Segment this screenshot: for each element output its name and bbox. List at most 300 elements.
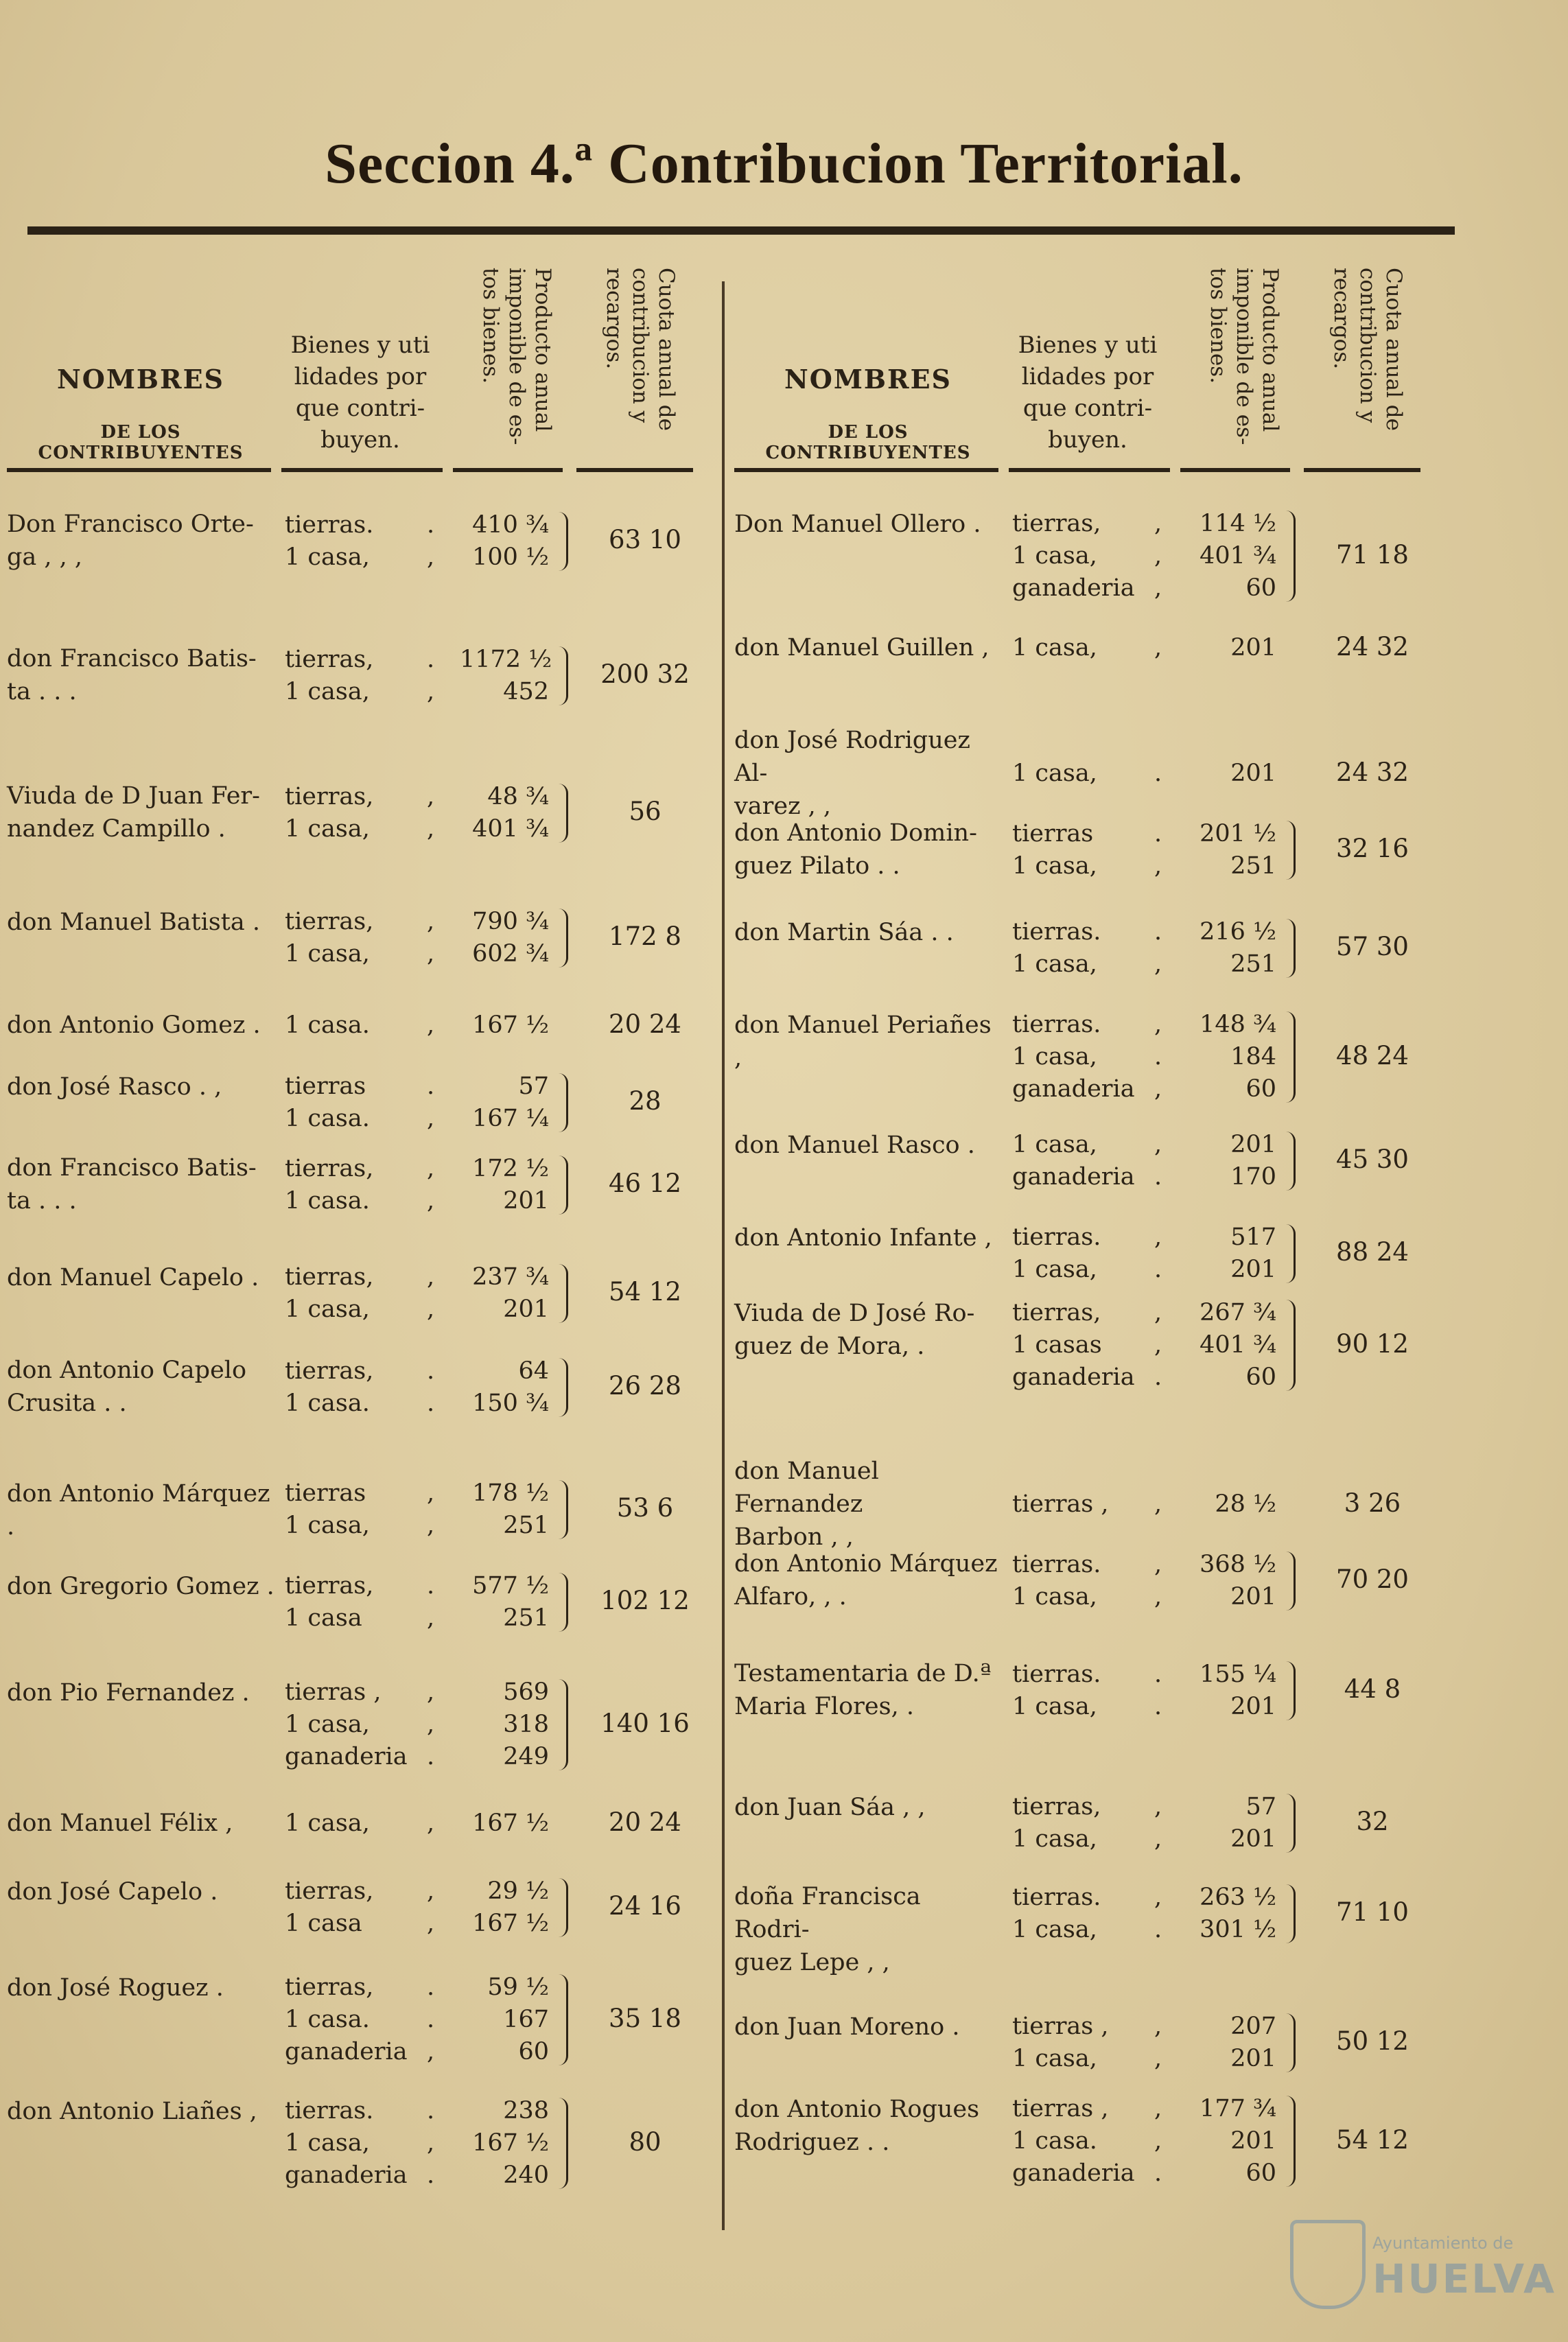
contributor-name: don José Roguez . <box>7 1974 224 2002</box>
property-item: 1 casa, <box>1012 2045 1097 2072</box>
separator-mark: , <box>1154 2095 1162 2122</box>
separator-mark: . <box>427 2097 435 2124</box>
product-values <box>1187 2093 1276 2190</box>
contributor-name: don Manuel Rasco . <box>734 1132 975 1159</box>
separator-mark: , <box>427 1512 435 1539</box>
product-values <box>460 1875 549 1940</box>
separator-mark: , <box>1154 634 1162 661</box>
header-rule <box>1304 468 1420 472</box>
grouping-brace <box>552 646 568 705</box>
producto-header: Producto anual imponible de es- tos bienes. <box>478 268 555 445</box>
product-values <box>460 1153 549 1217</box>
property-item: ganaderia <box>1012 1163 1135 1191</box>
separator-mark: . <box>427 1743 435 1770</box>
property-list <box>285 1153 443 1217</box>
separator-mark: . <box>427 1572 435 1600</box>
contributor-name: don Antonio Infante , <box>734 1224 992 1252</box>
product-value: 238 <box>503 2097 549 2124</box>
separator-mark: . <box>427 2006 435 2033</box>
property-item: tierras. <box>1012 1884 1101 1911</box>
contributor-name: don José Capelo . <box>7 1878 218 1906</box>
separator-list <box>1154 1882 1175 1946</box>
grouping-brace <box>1280 1224 1296 1283</box>
contributor-name: don Juan Sáa , , <box>734 1794 926 1821</box>
product-values <box>1187 818 1276 882</box>
property-item: tierras, <box>285 783 374 810</box>
product-value: 155 ¼ <box>1200 1661 1276 1688</box>
separator-list <box>427 1355 447 1420</box>
separator-list <box>1154 2093 1175 2190</box>
grouping-brace <box>552 1679 568 1770</box>
separator-mark: , <box>427 1105 435 1132</box>
product-values <box>460 1676 549 1773</box>
contributor-name: don Antonio Capelo Crusita . . <box>7 1357 247 1417</box>
product-value: 28 ½ <box>1215 1490 1276 1518</box>
property-item: 1 casa, <box>285 1296 370 1323</box>
product-values <box>460 1971 549 2068</box>
entry-row <box>7 1971 721 2095</box>
right-column <box>734 247 1448 2237</box>
bienes-header: Bienes y uti lidades por que contri- buyen. <box>290 331 430 454</box>
product-value: 60 <box>1245 1075 1276 1103</box>
contributor-name: don Antonio Márquez Alfaro, , . <box>734 1550 998 1611</box>
product-value: 207 <box>1230 2013 1276 2040</box>
property-item: 1 casa. <box>285 1187 370 1215</box>
product-value: 410 ¾ <box>472 511 549 539</box>
product-values <box>460 781 549 845</box>
product-value: 57 <box>518 1073 549 1100</box>
entry-row <box>7 780 721 906</box>
entry-row <box>734 1455 1448 1551</box>
contributor-name: Testamentaria de D.ª Maria Flores, . <box>734 1660 992 1720</box>
product-value: 201 <box>503 1187 549 1215</box>
property-list <box>285 1676 443 1773</box>
product-value: 201 <box>1230 760 1276 787</box>
property-list <box>285 644 443 708</box>
contributor-name: Viuda de D José Ro- guez de Mora, . <box>734 1300 975 1360</box>
property-list <box>1012 1549 1170 1613</box>
separator-mark: , <box>427 1810 435 1837</box>
product-values <box>460 509 549 574</box>
property-item: 1 casa, <box>1012 760 1097 787</box>
property-item: tierras. <box>1012 1011 1101 1038</box>
entry-row <box>7 1151 721 1261</box>
separator-mark: . <box>1154 1661 1162 1688</box>
property-item: tierras, <box>285 646 374 673</box>
contributor-name: don José Rasco . , <box>7 1073 222 1101</box>
separator-mark: , <box>427 940 435 968</box>
header-rule <box>7 468 271 472</box>
product-value: 251 <box>503 1604 549 1632</box>
separator-mark: , <box>427 815 435 843</box>
product-value: 251 <box>1230 950 1276 978</box>
annual-quota: 54 12 <box>609 1277 681 1307</box>
left-header <box>7 247 721 480</box>
separator-list <box>427 1570 447 1635</box>
property-list <box>285 1477 443 1542</box>
product-values <box>1187 758 1276 790</box>
product-value: 301 ½ <box>1200 1916 1276 1943</box>
product-value: 201 <box>1230 2045 1276 2072</box>
property-item: tierras , <box>1012 2095 1109 2122</box>
header-rule <box>1180 468 1290 472</box>
separator-mark: , <box>1154 2013 1162 2040</box>
separator-mark: , <box>1154 1551 1162 1578</box>
property-item: tierras , <box>1012 1490 1109 1518</box>
product-value: 602 ¾ <box>472 940 549 968</box>
product-value: 517 <box>1230 1223 1276 1251</box>
grouping-brace <box>552 784 568 843</box>
names-header-sublabel: DE LOS CONTRIBUYENTES <box>765 422 971 463</box>
property-list <box>285 1570 443 1635</box>
annual-quota: 80 <box>629 2127 662 2157</box>
separator-mark: , <box>427 908 435 935</box>
property-item: tierras, <box>1012 1299 1101 1326</box>
separator-mark: , <box>427 1678 435 1706</box>
product-values <box>460 2095 549 2192</box>
property-item: ganaderia <box>1012 1075 1135 1103</box>
property-item: 1 casa, <box>1012 1693 1097 1720</box>
product-value: 577 ½ <box>472 1572 549 1600</box>
property-list <box>285 1355 443 1420</box>
property-item: tierras, <box>1012 510 1101 537</box>
grouping-brace <box>552 1573 568 1632</box>
product-values <box>460 1807 549 1840</box>
entry-row <box>734 1129 1448 1221</box>
watermark-line-1: Ayuntamiento de <box>1372 2234 1514 2253</box>
product-value: 401 ¾ <box>1200 542 1276 570</box>
property-list <box>1012 1129 1170 1193</box>
separator-mark: , <box>427 1011 435 1039</box>
product-value: 167 <box>503 2006 549 2033</box>
separator-list <box>427 781 447 845</box>
entry-row <box>734 724 1448 820</box>
separator-list <box>427 1807 447 1840</box>
grouping-brace <box>552 512 568 571</box>
annual-quota: 53 6 <box>616 1493 674 1523</box>
separator-mark: , <box>427 1296 435 1323</box>
separator-mark: , <box>1154 1299 1162 1326</box>
product-values <box>460 1261 549 1326</box>
separator-mark: . <box>427 2162 435 2189</box>
separator-mark: , <box>1154 950 1162 978</box>
entry-row <box>7 906 721 1009</box>
grouping-brace <box>552 1974 568 2065</box>
product-values <box>460 1070 549 1135</box>
separator-list <box>1154 1009 1175 1105</box>
entry-row <box>734 2011 1448 2093</box>
contributor-name: don José Rodriguez Al- varez , , <box>734 727 970 820</box>
annual-quota: 102 12 <box>600 1586 690 1615</box>
contributor-name: don Manuel Guillen , <box>734 634 990 661</box>
contributor-name: don Antonio Domin- guez Pilato . . <box>734 819 977 880</box>
separator-mark: , <box>1154 574 1162 602</box>
annual-quota: 44 8 <box>1344 1674 1401 1704</box>
cuota-header: Cuota anual de contribucion y recargos. <box>1329 268 1406 431</box>
annual-quota: 46 12 <box>609 1169 681 1198</box>
property-item: tierras, <box>1012 1793 1101 1820</box>
separator-list <box>1154 1297 1175 1394</box>
page-title: Seccion 4.ª Contribucion Territorial. <box>325 132 1243 196</box>
product-value: 1172 ½ <box>460 646 552 673</box>
separator-list <box>1154 1488 1175 1521</box>
product-value: 100 ½ <box>472 543 549 571</box>
separator-list <box>1154 1129 1175 1193</box>
names-header-sublabel: DE LOS CONTRIBUYENTES <box>38 422 244 463</box>
contributor-name: don Manuel Fernandez Barbon , , <box>734 1457 879 1551</box>
separator-mark: , <box>1154 1825 1162 1853</box>
product-value: 167 ½ <box>472 1810 549 1837</box>
separator-mark: , <box>427 1604 435 1632</box>
separator-mark: , <box>427 1910 435 1937</box>
product-value: 251 <box>503 1512 549 1539</box>
grouping-brace <box>1280 2096 1296 2187</box>
product-value: 240 <box>503 2162 549 2189</box>
grouping-brace <box>552 909 568 968</box>
property-list <box>1012 1221 1170 1286</box>
annual-quota: 24 16 <box>609 1891 681 1921</box>
names-header <box>7 364 274 463</box>
entry-row <box>7 508 721 642</box>
annual-quota: 71 18 <box>1336 539 1409 570</box>
annual-quota: 140 16 <box>600 1708 690 1738</box>
separator-list <box>1154 1221 1175 1286</box>
product-value: 318 <box>503 1711 549 1738</box>
property-item: tierras, <box>285 1263 374 1291</box>
entry-row <box>734 1009 1448 1129</box>
separator-list <box>427 1676 447 1773</box>
grouping-brace <box>552 1264 568 1323</box>
cuota-header: Cuota anual de contribucion y recargos. <box>602 268 679 431</box>
names-header <box>734 364 1002 463</box>
entry-row <box>7 1875 721 1971</box>
product-value: 201 <box>503 1296 549 1323</box>
product-value: 60 <box>1245 574 1276 602</box>
separator-list <box>1154 1549 1175 1613</box>
annual-quota: 70 20 <box>1336 1565 1409 1594</box>
product-value: 60 <box>1245 1363 1276 1391</box>
grouping-brace <box>1280 511 1296 602</box>
property-item: tierras <box>1012 820 1094 847</box>
grouping-brace <box>1280 1300 1296 1391</box>
product-value: 167 ½ <box>472 1011 549 1039</box>
separator-list <box>1154 632 1175 664</box>
separator-list <box>1154 818 1175 882</box>
product-value: 167 ½ <box>472 2129 549 2157</box>
grouping-brace <box>1280 2013 1296 2072</box>
product-value: 201 <box>1230 1131 1276 1158</box>
separator-mark: , <box>1154 1223 1162 1251</box>
property-item: 1 casa, <box>285 1711 370 1738</box>
separator-mark: , <box>1154 542 1162 570</box>
property-item: 1 casa <box>285 1910 362 1937</box>
separator-mark: , <box>427 783 435 810</box>
property-item: tierras. <box>1012 918 1101 946</box>
separator-mark: . <box>1154 1256 1162 1283</box>
product-value: 167 ½ <box>472 1910 549 1937</box>
annual-quota: 20 24 <box>609 1807 681 1837</box>
annual-quota: 71 10 <box>1336 1897 1409 1927</box>
separator-mark: . <box>427 1357 435 1385</box>
property-item: tierras , <box>285 1678 382 1706</box>
annual-quota: 35 18 <box>609 2003 681 2033</box>
product-value: 150 ¾ <box>472 1390 549 1417</box>
product-value: 170 <box>1230 1163 1276 1191</box>
annual-quota: 63 10 <box>609 525 681 554</box>
property-item: tierras <box>285 1073 366 1100</box>
contributor-name: doña Francisca Rodri- guez Lepe , , <box>734 1883 921 1976</box>
property-item: 1 casa. <box>285 2006 370 2033</box>
property-list <box>1012 1009 1170 1105</box>
annual-quota: 54 12 <box>1336 2124 1409 2155</box>
separator-mark: , <box>427 1877 435 1905</box>
property-item: 1 casa, <box>285 815 370 843</box>
separator-mark: , <box>1154 2127 1162 2155</box>
property-item: 1 casa, <box>285 940 370 968</box>
product-values <box>1187 916 1276 981</box>
property-item: 1 casa, <box>1012 1916 1097 1943</box>
property-item: tierras. <box>1012 1551 1101 1578</box>
separator-mark: , <box>1154 1131 1162 1158</box>
product-values <box>460 1355 549 1420</box>
product-value: 267 ¾ <box>1200 1299 1276 1326</box>
entry-row <box>7 1354 721 1477</box>
property-list <box>1012 1882 1170 1946</box>
separator-list <box>1154 2011 1175 2075</box>
property-item: tierras. <box>1012 1661 1101 1688</box>
product-value: 48 ¾ <box>487 783 549 810</box>
entry-row <box>7 1807 721 1875</box>
product-values <box>1187 1221 1276 1286</box>
entry-row <box>734 1880 1448 2011</box>
property-item: ganaderia <box>1012 574 1135 602</box>
contributor-name: don Antonio Liañes , <box>7 2098 257 2125</box>
property-item: 1 casa, <box>1012 950 1097 978</box>
property-item: tierras, <box>285 1155 374 1182</box>
separator-list <box>427 1971 447 2068</box>
property-item: 1 casa. <box>1012 2127 1097 2155</box>
property-item: 1 casa, <box>1012 1583 1097 1611</box>
entry-row <box>734 817 1448 916</box>
entry-row <box>7 1477 721 1570</box>
product-value: 452 <box>503 678 549 705</box>
separator-mark: . <box>427 1974 435 2001</box>
product-value: 201 <box>1230 2127 1276 2155</box>
annual-quota: 88 24 <box>1336 1237 1409 1267</box>
separator-list <box>1154 508 1175 605</box>
property-item: 1 casa, <box>1012 1825 1097 1853</box>
separator-list <box>427 509 447 574</box>
annual-quota: 172 8 <box>609 922 681 951</box>
product-values <box>460 644 552 708</box>
product-value: 60 <box>1245 2159 1276 2187</box>
annual-quota: 56 <box>629 797 662 826</box>
contributor-name: don Antonio Gomez . <box>7 1011 261 1039</box>
property-item: ganaderia <box>1012 2159 1135 2187</box>
names-header-label: NOMBRES <box>56 364 224 395</box>
product-values <box>1187 1297 1276 1394</box>
separator-mark: , <box>1154 2045 1162 2072</box>
property-item: 1 casa. <box>285 1105 370 1132</box>
grouping-brace <box>1280 821 1296 880</box>
grouping-brace <box>552 1156 568 1215</box>
separator-list <box>427 1153 447 1217</box>
property-list <box>285 906 443 970</box>
property-list <box>285 1807 443 1840</box>
separator-mark: . <box>1154 820 1162 847</box>
annual-quota: 32 <box>1356 1807 1389 1836</box>
separator-mark: , <box>1154 1884 1162 1911</box>
property-list <box>1012 2093 1170 2190</box>
property-list <box>285 1070 443 1135</box>
grouping-brace <box>552 1358 568 1417</box>
annual-quota: 48 24 <box>1336 1040 1409 1070</box>
grouping-brace <box>1280 919 1296 978</box>
separator-mark: , <box>1154 1075 1162 1103</box>
product-value: 201 <box>1230 1825 1276 1853</box>
entry-row <box>734 508 1448 631</box>
separator-mark: , <box>1154 1793 1162 1820</box>
header-rule <box>576 468 693 472</box>
property-item: 1 casa, <box>1012 634 1097 661</box>
annual-quota: 45 30 <box>1336 1145 1409 1174</box>
grouping-brace <box>1280 1661 1296 1720</box>
contributor-name: don Manuel Periañes , <box>734 1011 992 1072</box>
entry-row <box>734 1221 1448 1297</box>
product-value: 263 ½ <box>1200 1884 1276 1911</box>
entry-row <box>7 1009 721 1070</box>
property-list <box>285 781 443 845</box>
product-values <box>460 1570 549 1635</box>
property-item: 1 casa, <box>285 1512 370 1539</box>
grouping-brace <box>1280 1011 1296 1103</box>
column-divider <box>722 281 725 2230</box>
header-rule <box>281 468 443 472</box>
annual-quota: 90 12 <box>1336 1328 1409 1359</box>
product-values <box>460 1477 549 1542</box>
separator-mark: , <box>427 2129 435 2157</box>
product-value: 237 ¾ <box>472 1263 549 1291</box>
property-list <box>1012 818 1170 882</box>
grouping-brace <box>552 1480 568 1539</box>
product-value: 64 <box>518 1357 549 1385</box>
separator-mark: . <box>1154 1363 1162 1391</box>
product-value: 184 <box>1230 1043 1276 1070</box>
separator-mark: . <box>427 1073 435 1100</box>
separator-list <box>427 1875 447 1940</box>
watermark-line-2: HUELVA <box>1372 2256 1557 2302</box>
separator-mark: , <box>1154 1331 1162 1359</box>
product-value: 57 <box>1245 1793 1276 1820</box>
entry-row <box>7 1676 721 1807</box>
product-values <box>1187 1549 1276 1613</box>
property-list <box>1012 1791 1170 1855</box>
separator-mark: . <box>427 1390 435 1417</box>
property-list <box>1012 1659 1170 1723</box>
entry-row <box>734 1297 1448 1455</box>
property-item: 1 casas <box>1012 1331 1102 1359</box>
separator-mark: , <box>1154 1490 1162 1518</box>
entry-row <box>7 1261 721 1354</box>
separator-mark: . <box>1154 1043 1162 1070</box>
product-values <box>1187 1659 1276 1723</box>
bienes-header: Bienes y uti lidades por que contri- buyen. <box>1018 331 1158 454</box>
product-value: 177 ¾ <box>1200 2095 1276 2122</box>
separator-mark: , <box>427 1187 435 1215</box>
grouping-brace <box>552 2098 568 2189</box>
separator-mark: , <box>427 1711 435 1738</box>
property-item: 1 casa, <box>285 678 370 705</box>
